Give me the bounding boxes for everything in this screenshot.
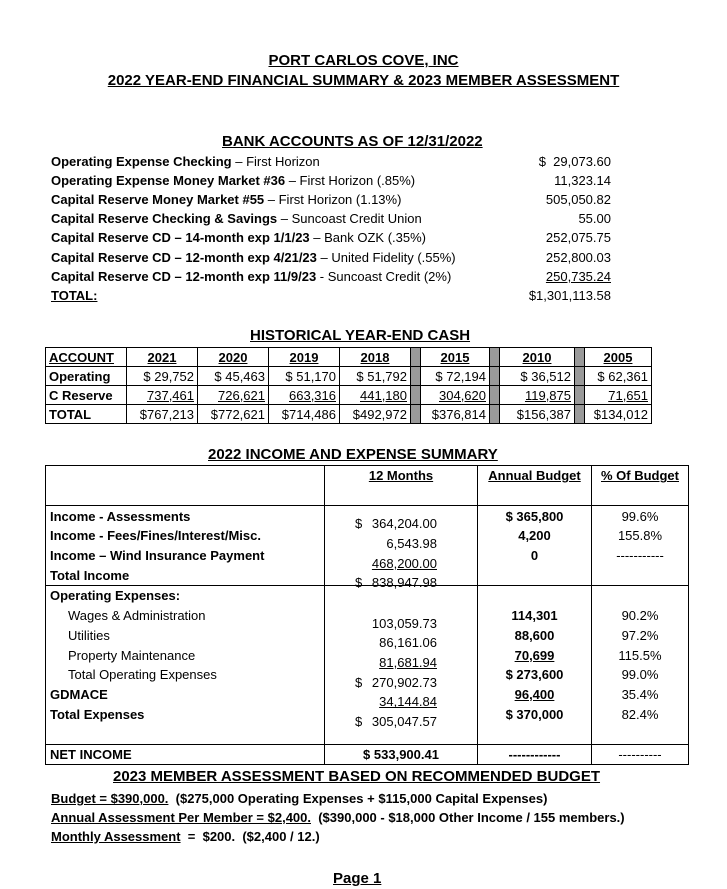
- income-label: Income - Assessments: [46, 506, 325, 526]
- total-income-amount: 838,947.98: [371, 575, 437, 591]
- income-header-row: [46, 466, 689, 486]
- hist-cell: $767,213: [127, 405, 198, 424]
- hist-cell: 663,316: [289, 387, 336, 403]
- company-title: PORT CARLOS COVE, INC: [268, 52, 459, 69]
- bank-account-amount: $ 29,073.60: [538, 154, 611, 169]
- hist-cell: 726,621: [218, 387, 265, 403]
- income-row: [46, 506, 689, 526]
- hist-cell: $ 36,512: [500, 367, 575, 386]
- hist-gap: [411, 348, 421, 367]
- opex-heading-row: [46, 586, 689, 606]
- bank-account-name: [51, 192, 401, 207]
- hist-gap: [490, 348, 500, 367]
- hist-cell: $ 51,170: [269, 367, 340, 386]
- gdmace-row: [46, 685, 689, 705]
- hist-gap: [411, 386, 421, 405]
- hist-cell: $ 62,361: [585, 367, 652, 386]
- opex-amount: 103,059.73: [371, 615, 437, 631]
- hist-cell: 737,461: [147, 387, 194, 403]
- gdmace-label: GDMACE: [46, 685, 325, 705]
- bank-account-amount: 505,050.82: [545, 192, 611, 208]
- bank-title: BANK ACCOUNTS AS OF 12/31/2022: [222, 133, 483, 150]
- bank-account-title: Operating Expense Checking: [51, 154, 232, 169]
- bank-account-row: [51, 230, 611, 249]
- bank-account-row: [51, 192, 611, 211]
- annual-detail: ($390,000 - $18,000 Other Income / 155 members.): [311, 810, 625, 825]
- hist-cell: $156,387: [500, 405, 575, 424]
- hist-cell: $ 45,463: [198, 367, 269, 386]
- bank-account-row: [51, 211, 611, 230]
- net-income-amount: $ 533,900.41: [325, 744, 478, 765]
- opex-pct: 97.2%: [592, 626, 689, 646]
- budget-detail: ($275,000 Operating Expenses + $115,000 Capital Expenses): [168, 791, 548, 806]
- opex-amount: 81,681.94: [379, 655, 437, 671]
- hist-cell: 304,620: [439, 387, 486, 403]
- opex-budget: 114,301: [478, 606, 592, 626]
- assessment-line-monthly: [51, 829, 320, 844]
- total-expenses-amount: 305,047.57: [371, 714, 437, 730]
- bank-account-institution: – Suncoast Credit Union: [277, 211, 422, 227]
- bank-account-title: Capital Reserve Money Market #55: [51, 192, 265, 208]
- hist-gap: [575, 386, 585, 405]
- opex-label: Utilities: [46, 626, 325, 646]
- hist-cell: $714,486: [269, 405, 340, 424]
- historical-cash-table: [45, 347, 652, 424]
- opex-pct: 115.5%: [592, 645, 689, 665]
- net-income-pct: ----------: [592, 744, 689, 765]
- income-amount: 468,200.00: [371, 555, 437, 571]
- hist-label: Operating: [46, 367, 127, 386]
- hist-cell: $ 51,792: [340, 367, 411, 386]
- income-budget: $ 365,800: [478, 506, 592, 526]
- total-income-label: Total Income: [46, 565, 325, 585]
- bank-account-name: [51, 154, 320, 169]
- hist-header-2005: 2005: [585, 348, 652, 367]
- bank-account-amount: 55.00: [578, 211, 611, 227]
- bank-account-row: [51, 269, 611, 288]
- opex-budget: 88,600: [478, 626, 592, 646]
- budget-amount: Budget = $390,000.: [51, 791, 169, 806]
- bank-account-institution: – First Horizon: [231, 154, 320, 169]
- bank-account-name: [51, 269, 451, 284]
- bank-account-name: [51, 211, 422, 226]
- historical-row-operating: [46, 367, 652, 386]
- opex-budget: 70,699: [514, 647, 555, 663]
- col-annual-budget: Annual Budget: [488, 468, 581, 484]
- total-expenses-pct: 82.4%: [592, 704, 689, 724]
- monthly-detail: = $200. ($2,400 / 12.): [180, 829, 320, 844]
- hist-header-2020: 2020: [198, 348, 269, 367]
- report-title: 2022 YEAR-END FINANCIAL SUMMARY & 2023 MEMBER ASSESSMENT: [107, 72, 620, 89]
- income-row: [46, 546, 689, 566]
- hist-gap: [411, 367, 421, 386]
- gdmace-pct: 35.4%: [592, 685, 689, 705]
- hist-header-2019: 2019: [269, 348, 340, 367]
- hist-cell: $492,972: [340, 405, 411, 424]
- opex-row: [46, 626, 689, 646]
- bank-account-title: Capital Reserve CD – 12-month exp 4/21/23: [51, 249, 317, 265]
- opex-row: [46, 645, 689, 665]
- income-pct: -----------: [592, 546, 689, 566]
- col-pct-budget: % Of Budget: [601, 468, 679, 484]
- bank-account-amount: 250,735.24: [545, 268, 611, 284]
- total-opex-row: Total Operating Expenses $ 270,902.73 $ 273,600 99.0%: [46, 665, 689, 685]
- bank-total-label: TOTAL:: [51, 288, 98, 303]
- hist-cell: 71,651: [608, 387, 648, 403]
- bank-account-row: [51, 173, 611, 192]
- bank-account-title: Capital Reserve Checking & Savings: [51, 211, 278, 227]
- net-income-label: NET INCOME: [46, 744, 325, 765]
- total-expenses-budget: $ 370,000: [478, 704, 592, 724]
- hist-gap: [490, 386, 500, 405]
- hist-cell: 119,875: [524, 387, 571, 403]
- historical-title: HISTORICAL YEAR-END CASH: [250, 327, 471, 344]
- monthly-assessment-label: Monthly Assessment: [51, 829, 181, 844]
- net-income-budget: ------------: [478, 744, 592, 765]
- bank-account-title: Operating Expense Money Market #36: [51, 173, 286, 189]
- historical-header-row: [46, 348, 652, 367]
- bank-account-name: [51, 230, 426, 245]
- hist-gap: [490, 405, 500, 424]
- income-budget: 4,200: [478, 526, 592, 546]
- income-pct: 155.8%: [592, 526, 689, 546]
- hist-header-2010: 2010: [500, 348, 575, 367]
- hist-gap: [575, 367, 585, 386]
- col-12-months: 12 Months: [368, 468, 434, 484]
- gdmace-amount: 34,144.84: [379, 694, 437, 710]
- bank-account-title: Capital Reserve CD – 14-month exp 1/1/23: [51, 230, 310, 246]
- hist-cell: $376,814: [421, 405, 490, 424]
- income-pct: 99.6%: [592, 506, 689, 526]
- bank-account-amount: 252,075.75: [545, 230, 611, 246]
- hist-header-2015: 2015: [421, 348, 490, 367]
- bank-total-amount: $1,301,113.58: [528, 288, 611, 303]
- opex-heading: Operating Expenses:: [46, 586, 325, 606]
- bank-account-institution: – First Horizon (.85%): [285, 173, 416, 189]
- hist-cell: $134,012: [585, 405, 652, 424]
- income-expense-table: [45, 465, 689, 765]
- dollar-sign: $: [355, 516, 363, 532]
- total-opex-budget: $ 273,600: [478, 665, 592, 685]
- bank-account-institution: – United Fidelity (.55%): [316, 249, 456, 265]
- bank-account-row: [51, 154, 611, 173]
- bank-account-institution: – First Horizon (1.13%): [264, 192, 402, 208]
- hist-cell: $ 72,194: [421, 367, 490, 386]
- income-label: Income - Fees/Fines/Interest/Misc.: [46, 526, 325, 546]
- total-opex-label: Total Operating Expenses: [46, 665, 325, 685]
- annual-assessment: Annual Assessment Per Member = $2,400.: [51, 810, 311, 825]
- bank-total-row: [51, 288, 611, 307]
- hist-cell: $772,621: [198, 405, 269, 424]
- assessment-line-annual: [51, 810, 625, 825]
- hist-gap: [411, 405, 421, 424]
- hist-gap: [575, 405, 585, 424]
- bank-account-amount: 11,323.14: [554, 173, 611, 189]
- bank-account-name: [51, 250, 456, 265]
- opex-pct: 90.2%: [592, 606, 689, 626]
- bank-account-row: [51, 250, 611, 269]
- assessment-title: 2023 MEMBER ASSESSMENT BASED ON RECOMMENDED BUDGET: [113, 768, 601, 785]
- bank-account-name: [51, 173, 415, 188]
- hist-header-2018: 2018: [340, 348, 411, 367]
- income-amount: 364,204.00: [371, 516, 437, 532]
- income-amount: 6,543.98: [386, 535, 437, 551]
- bank-account-title: Capital Reserve CD – 12-month exp 11/9/23: [51, 268, 317, 284]
- hist-label: C Reserve: [46, 386, 127, 405]
- assessment-line-budget: [51, 791, 547, 806]
- bank-account-institution: – Bank OZK (.35%): [309, 230, 426, 246]
- opex-amount: 86,161.06: [379, 635, 437, 651]
- hist-gap: [575, 348, 585, 367]
- historical-row-reserve: [46, 386, 652, 405]
- hist-header-2021: 2021: [127, 348, 198, 367]
- total-expenses-row: Total Expenses $ 305,047.57 $ 370,000 82.4%: [46, 704, 689, 724]
- total-income-row: Total Income $ 838,947.98: [46, 565, 689, 585]
- bank-account-institution: - Suncoast Credit (2%): [316, 268, 452, 284]
- net-income-row: [46, 744, 689, 765]
- hist-label: TOTAL: [46, 405, 127, 424]
- page-number: Page 1: [333, 870, 382, 887]
- income-title: 2022 INCOME AND EXPENSE SUMMARY: [208, 446, 498, 463]
- opex-label: Property Maintenance: [46, 645, 325, 665]
- bank-account-amount: 252,800.03: [545, 249, 611, 265]
- income-budget: 0: [478, 546, 592, 566]
- hist-cell: 441,180: [360, 387, 407, 403]
- total-opex-amount: 270,902.73: [371, 674, 437, 690]
- opex-row: [46, 606, 689, 626]
- hist-cell: $ 29,752: [127, 367, 198, 386]
- income-label: Income – Wind Insurance Payment: [46, 546, 325, 566]
- gdmace-budget: 96,400: [514, 686, 555, 702]
- opex-label: Wages & Administration: [46, 606, 325, 626]
- historical-row-total: [46, 405, 652, 424]
- hist-header-account: ACCOUNT: [46, 348, 127, 367]
- income-row: [46, 526, 689, 546]
- total-expenses-label: Total Expenses: [46, 704, 325, 724]
- hist-gap: [490, 367, 500, 386]
- total-opex-pct: 99.0%: [592, 665, 689, 685]
